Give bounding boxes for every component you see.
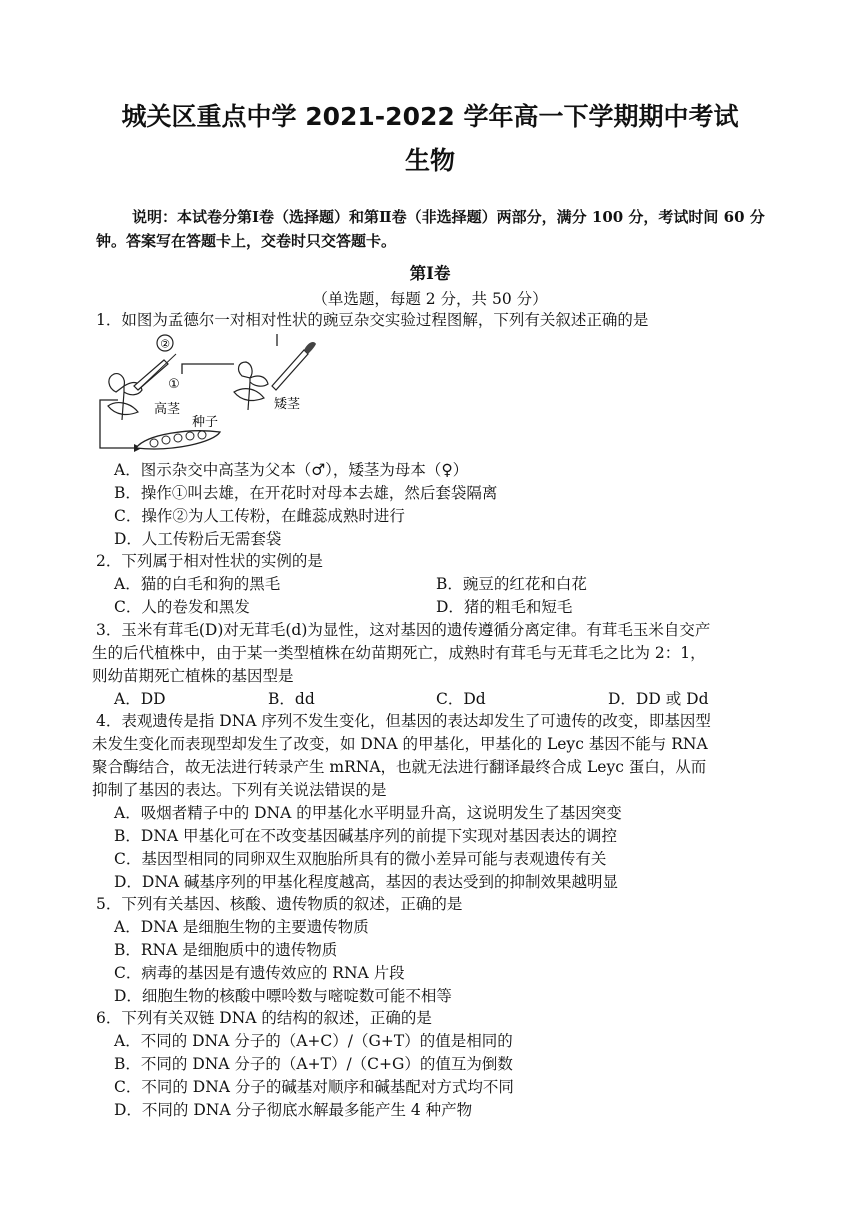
question-3-stem-line-1: 3．玉米有茸毛(D)对无茸毛(d)为显性，这对基因的遗传遵循分离定律。有茸毛玉米自交产: [96, 621, 711, 639]
q6-option-d: D．不同的 DNA 分子彻底水解最多能产生 4 种产物: [114, 1101, 473, 1119]
question-3-stem-line-2: 生的后代植株中，由于某一类型植株在幼苗期死亡，成熟时有茸毛与无茸毛之比为 2：1，: [92, 644, 706, 662]
question-4-stem-line-4: 抑制了基因的表达。下列有关说法错误的是: [92, 781, 387, 799]
figure-step-1-label: ①: [168, 377, 180, 392]
figure-tall-label: 高茎: [154, 402, 181, 417]
q1-option-a: A．图示杂交中高茎为父本（♂），矮茎为母本（♀）: [114, 461, 469, 479]
question-4-stem-line-2: 未发生变化而表现型却发生了改变，如 DNA 的甲基化，甲基化的 Leyc 基因不能与 RNA: [92, 735, 708, 753]
q4-option-d: D．DNA 碱基序列的甲基化程度越高，基因的表达受到的抑制效果越明显: [114, 873, 619, 891]
q4-option-a: A．吸烟者精子中的 DNA 的甲基化水平明显升高，这说明发生了基因突变: [114, 804, 622, 822]
section-subtitle: （单选题，每题 2 分，共 50 分）: [312, 290, 548, 308]
q4-option-b: B．DNA 甲基化可在不改变基因碱基序列的前提下实现对基因表达的调控: [114, 827, 618, 845]
q5-option-c: C．病毒的基因是有遗传效应的 RNA 片段: [114, 964, 405, 982]
q1-option-b: B．操作①叫去雄，在开花时对母本去雄，然后套袋隔离: [114, 484, 498, 502]
question-4-stem-line-3: 聚合酶结合，故无法进行转录产生 mRNA，也就无法进行翻译最终合成 Leyc 蛋白，从而: [92, 758, 707, 776]
q4-option-c: C．基因型相同的同卵双生双胞胎所具有的微小差异可能与表观遗传有关: [114, 850, 607, 868]
q6-option-b: B．不同的 DNA 分子的（A+T）/（C+G）的值互为倒数: [114, 1055, 513, 1073]
q3-option-d: D．DD 或 Dd: [608, 690, 709, 708]
q6-option-c: C．不同的 DNA 分子的碱基对顺序和碱基配对方式均不同: [114, 1078, 514, 1096]
q5-option-d: D．细胞生物的核酸中嘌呤数与嘧啶数可能不相等: [114, 987, 452, 1005]
short-plant-diagram: [224, 330, 324, 420]
question-2-stem: 2．下列属于相对性状的实例的是: [96, 552, 323, 570]
question-1-stem: 1．如图为孟德尔一对相对性状的豌豆杂交实验过程图解，下列有关叙述正确的是: [96, 311, 649, 329]
exam-subject: 生物: [404, 146, 455, 175]
section-title: 第Ⅰ卷: [409, 264, 451, 283]
question-3-stem-line-3: 则幼苗期死亡植株的基因型是: [92, 667, 294, 685]
q1-option-c: C．操作②为人工传粉，在雌蕊成熟时进行: [114, 507, 405, 525]
q6-option-a: A．不同的 DNA 分子的（A+C）/（G+T）的值是相同的: [114, 1032, 513, 1050]
q5-option-a: A．DNA 是细胞生物的主要遗传物质: [114, 918, 369, 936]
q2-option-a: A．猫的白毛和狗的黑毛: [114, 575, 281, 593]
pea-cross-diagram: [94, 330, 234, 452]
pea-cross-figure: [94, 330, 301, 456]
figure-seed-label: 种子: [192, 415, 219, 430]
exam-title: 城关区重点中学 2021-2022 学年高一下学期期中考试: [121, 102, 739, 131]
figure-short-label: 矮茎: [274, 397, 301, 412]
q2-option-b: B．豌豆的红花和白花: [436, 575, 587, 593]
q5-option-b: B．RNA 是细胞质中的遗传物质: [114, 941, 338, 959]
figure-step-2-label: ②: [160, 337, 170, 351]
question-6-stem: 6．下列有关双链 DNA 的结构的叙述，正确的是: [96, 1009, 432, 1027]
q1-option-d: D．人工传粉后无需套袋: [114, 530, 282, 548]
q3-option-c: C．Dd: [436, 690, 486, 708]
q3-option-a: A．DD: [114, 690, 166, 708]
exam-instructions: 说明：本试卷分第Ⅰ卷（选择题）和第Ⅱ卷（非选择题）两部分，满分 100 分，考试时间 60 分钟。答案写在答题卡上，交卷时只交答题卡。: [96, 208, 765, 250]
q2-option-c: C．人的卷发和黑发: [114, 598, 250, 616]
question-4-stem-line-1: 4．表观遗传是指 DNA 序列不发生变化，但基因的表达却发生了可遗传的改变，即基因型: [96, 712, 711, 730]
q2-option-d: D．猪的粗毛和短毛: [436, 598, 573, 616]
question-5-stem: 5．下列有关基因、核酸、遗传物质的叙述，正确的是: [96, 895, 463, 913]
q3-option-b: B．dd: [268, 690, 315, 708]
